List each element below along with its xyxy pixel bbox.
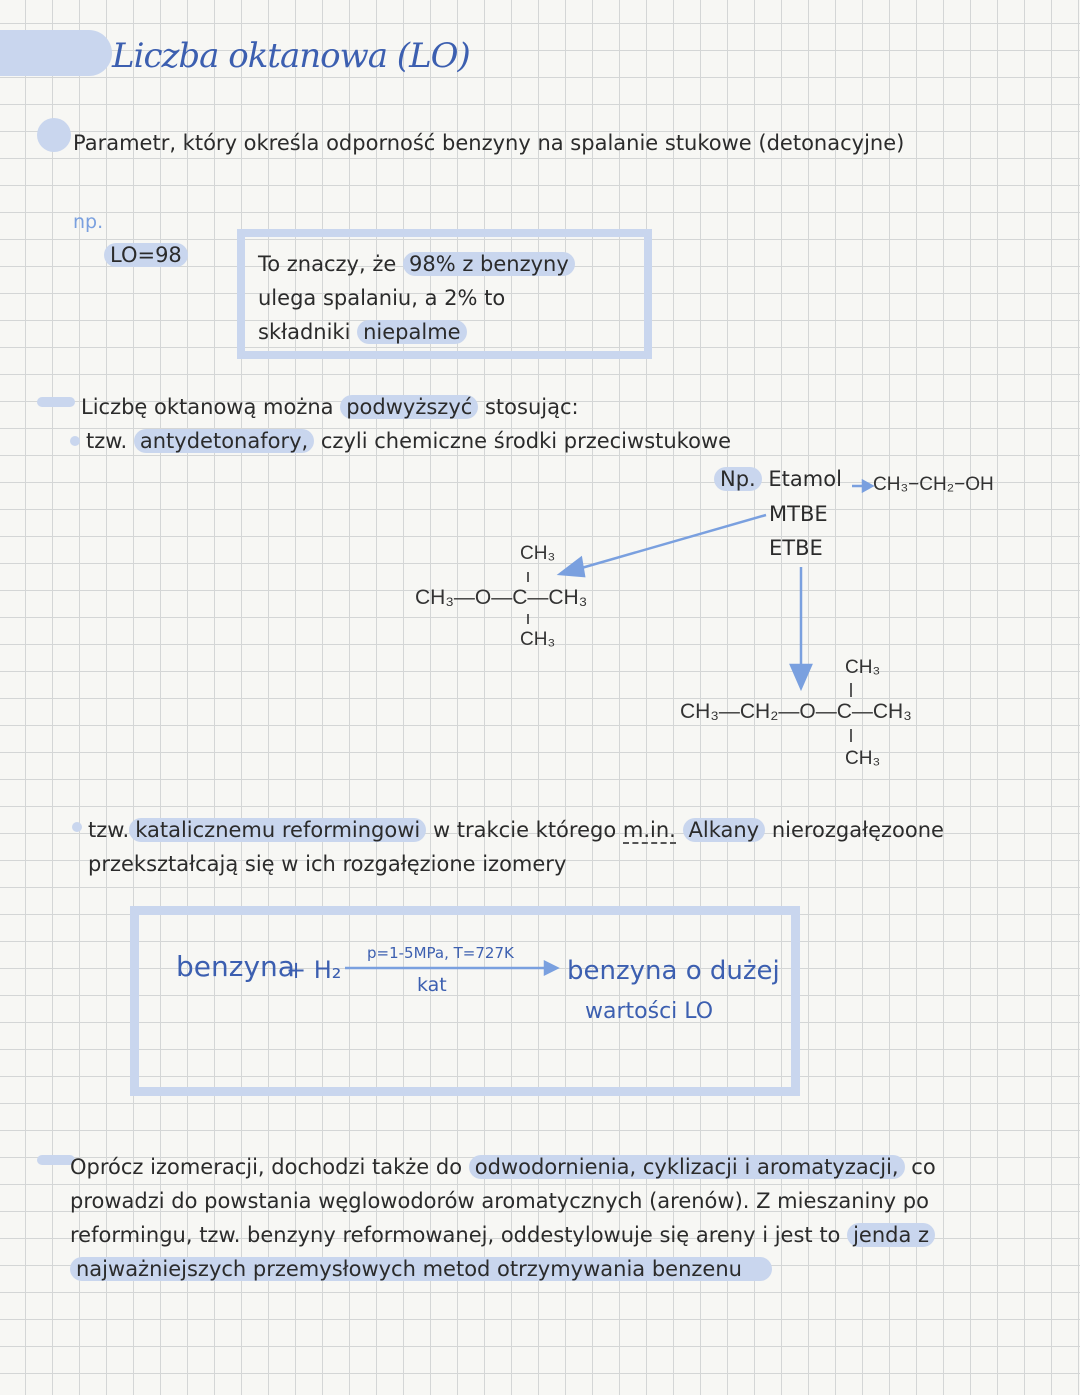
explanation-line3a: składniki xyxy=(258,320,351,344)
np-label: Np. xyxy=(714,467,762,491)
etbe-bottom: CH₃ xyxy=(845,748,881,769)
etbe-label: ETBE xyxy=(769,536,823,560)
mtbe-label: MTBE xyxy=(769,502,828,526)
conclusion-l3a: reformingu, tzw. benzyny reformowanej, oddestylowuje się areny i jest to xyxy=(70,1223,841,1247)
mtbe-top: CH₃ xyxy=(520,543,556,564)
reforming-d: m.in. xyxy=(622,818,676,842)
etamol-formula: CH₃−CH₂−OH xyxy=(873,474,994,495)
reaction-conditions: p=1-5MPa, T=727K xyxy=(367,944,514,962)
page-title: Liczba oktanowa (LO) xyxy=(112,36,470,76)
reaction-product-line2: wartości LO xyxy=(585,999,714,1024)
explanation-line1b: 98% z benzyny xyxy=(403,252,575,276)
conclusion-line1 xyxy=(70,1150,936,1184)
etamol-arrow-head xyxy=(863,481,872,491)
reforming-f: nierozgałęzoone xyxy=(771,818,944,842)
etbe-top: CH₃ xyxy=(845,657,881,678)
etamol-label: Etamol xyxy=(768,467,842,491)
mtbe-arrow-head xyxy=(560,558,584,576)
raise-intro-c: stosując: xyxy=(484,395,579,419)
conclusion-line4 xyxy=(70,1252,772,1286)
mtbe-bottom: CH₃ xyxy=(520,629,556,650)
reforming-b: katalicznemu reformingowi xyxy=(129,818,426,842)
reaction-catalyst: kat xyxy=(417,974,447,996)
reaction-product-line1: benzyna o dużej xyxy=(567,956,780,986)
conclusion-l1b: odwodornienia, cyklizacji i aromatyzacji, xyxy=(469,1155,905,1179)
conclusion-l1c: co xyxy=(911,1155,936,1179)
raise-intro-a: Liczbę oktanową można xyxy=(81,395,334,419)
reforming-line2: przekształcają się w ich rozgałęzione izomery xyxy=(88,852,567,876)
example-label: np. xyxy=(73,211,104,233)
reforming-a: tzw. xyxy=(88,818,130,842)
reforming-line1 xyxy=(88,818,944,842)
bullet-marker xyxy=(72,822,82,832)
conclusion-l1a: Oprócz izomeracji, dochodzi także do xyxy=(70,1155,463,1179)
explanation-line2: ulega spalaniu, a 2% to xyxy=(258,286,506,310)
etbe-main: CH₃—CH₂—O—C—CH₃ xyxy=(680,700,912,723)
etbe-arrow-head xyxy=(791,665,811,688)
raise-intro-b: podwyższyć xyxy=(340,395,478,419)
lo-value: LO=98 xyxy=(104,243,188,267)
explanation-line1a: To znaczy, że xyxy=(258,252,397,276)
conclusion-line2: prowadzi do powstania węglowodorów aromatycznych (arenów). Z mieszaniny po xyxy=(70,1189,929,1213)
explanation-line3b: niepalme xyxy=(357,320,466,344)
conclusion-line3 xyxy=(70,1218,935,1252)
raise-item1-c: czyli chemiczne środki przeciwstukowe xyxy=(320,429,732,453)
reforming-e: Alkany xyxy=(683,818,766,842)
reaction-plus: + H₂ xyxy=(286,956,342,984)
reforming-c: w trakcie którego xyxy=(432,818,617,842)
definition-text: Parametr, który określa odporność benzyny na spalanie stukowe (detonacyjne) xyxy=(73,131,905,155)
reaction-reactant: benzyna xyxy=(176,950,295,983)
raise-item1-b: antydetonafory, xyxy=(134,429,314,453)
mtbe-main: CH₃—O—C—CH₃ xyxy=(415,586,588,609)
raise-item1-a: tzw. xyxy=(86,429,128,453)
conclusion-l4: najważniejszych przemysłowych metod otrzymywania benzenu xyxy=(70,1257,772,1281)
conclusion-l3b: jenda z xyxy=(847,1223,935,1247)
mtbe-arrow xyxy=(578,515,766,569)
